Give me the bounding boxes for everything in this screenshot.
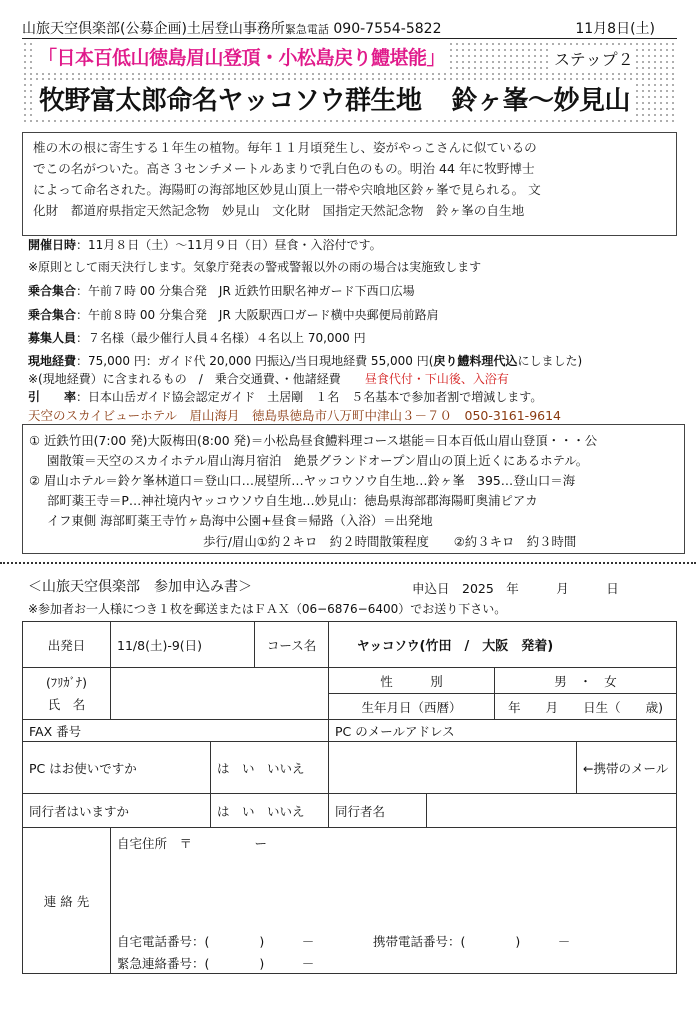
course-value: ヤッコソウ(竹田 / 大阪 発着) bbox=[329, 622, 677, 668]
pc-yes-no[interactable]: は い いいえ bbox=[211, 742, 329, 794]
lead-line: 引 率：日本山岳ガイド協会認定ガイド 土居剛 １名 ５名基本で参加者割で増減します。 bbox=[28, 390, 543, 404]
route-day2-a: ② 眉山ホテル＝鈴ケ峯林道口＝登山口…展望所…ヤッコウソウ自生地…鈴ヶ峯 395…登山口＝海 bbox=[29, 473, 576, 488]
fax-label: FAX 番号 bbox=[23, 720, 329, 742]
name-label-cell: (ﾌﾘｶﾞﾅ) 氏 名 bbox=[23, 668, 111, 720]
apply-date: 申込日 2025 年 月 日 bbox=[412, 581, 619, 596]
gender-label: 性 別 bbox=[329, 668, 495, 694]
main-title-left: 牧野富太郎命名ヤッコソウ群生地 bbox=[39, 86, 422, 116]
depart-label: 出発日 bbox=[23, 622, 111, 668]
name-input-cell[interactable] bbox=[111, 668, 329, 720]
contact-cell[interactable] bbox=[111, 828, 677, 974]
cut-line bbox=[0, 562, 696, 564]
route-walk: 歩行/眉山①約２キロ 約２時間散策程度 ②約３キロ 約３時間 bbox=[203, 534, 577, 549]
form-heading: ＜山旅天空倶楽部 参加申込み書＞ bbox=[28, 579, 252, 595]
description-box bbox=[22, 132, 677, 236]
gender-value[interactable]: 男 ・ 女 bbox=[495, 668, 677, 694]
companion-yes-no[interactable]: は い いいえ bbox=[211, 794, 329, 828]
pc-question: PC はお使いですか bbox=[23, 742, 211, 794]
main-title bbox=[36, 80, 633, 117]
title-banner-1 bbox=[22, 41, 677, 75]
route-box bbox=[22, 424, 685, 554]
main-title-right: 鈴ヶ峯～妙見山 bbox=[451, 86, 631, 116]
route-day1-b: 園散策＝天空のスカイホテル眉山海月宿泊 絶景グランドオープン眉山の頂上近くにあるホテル。 bbox=[47, 453, 589, 468]
description-line: 化財 都道府県指定天然記念物 妙見山 文化財 国指定天然記念物 鈴ヶ峯の自生地 bbox=[33, 203, 525, 218]
cost-note: ※(現地経費）に含まれるもの / 乗合交通費、・他諸経費 昼食代付・下山後、入浴有 bbox=[28, 372, 509, 386]
contact-label: 連 絡 先 bbox=[23, 828, 111, 974]
description-line: でこの名がついた。高さ３センチメートルあまりで乳白色のもの。明治 44 年に牧野博士 bbox=[33, 161, 535, 176]
title-banner-2 bbox=[22, 76, 677, 122]
route-day2-c: イフ東側 海部町薬王寺竹ヶ島海中公園+昼食＝帰路（入浴）＝出発地 bbox=[47, 513, 433, 528]
hotel-line: 天空のスカイビューホテル 眉山海月 徳島県徳島市八万町中津山３－７０ 050-3161-9614 bbox=[28, 408, 562, 423]
mobile-mail-label: ←携帯のメール bbox=[577, 742, 677, 794]
description-line: 椎の木の根に寄生する１年生の植物。毎年１１月頃発生し、姿がやっこさんに似ているの bbox=[33, 140, 537, 155]
emergency-contact-field: 緊急連絡番号：( ) － bbox=[117, 956, 315, 971]
header-divider bbox=[22, 38, 677, 39]
companion-name-input[interactable] bbox=[427, 794, 677, 828]
recruit-line: 募集人員：７名様（最少催行人員４名様）４名以上 70,000 円 bbox=[28, 331, 366, 345]
route-day2-b: 部町薬王寺＝P…神社境内ヤッコウソウ自生地…妙見山：徳島県海部郡海陽町奥浦ピアカ bbox=[47, 493, 538, 508]
emergency-label: 緊急電話 bbox=[284, 23, 329, 36]
cost-line: 現地経費：75,000 円：ガイド代 20,000 円振込/当日現地経費 55,000 円(戻り鱧料理代込にしました) bbox=[28, 354, 583, 368]
home-phone-field: 自宅電話番号：( ) － bbox=[117, 934, 315, 949]
birth-label: 生年月日（西暦） bbox=[329, 694, 495, 720]
pcmail-input-cell[interactable] bbox=[329, 742, 577, 794]
meet1-line: 乗合集合：午前７時 00 分集合発 JR 近鉄竹田駅名神ガード下西口広場 bbox=[28, 284, 415, 298]
address-field: 自宅住所 〒 ー bbox=[117, 836, 268, 851]
rain-note: ※原則として雨天決行します。気象庁発表の警戒警報以外の雨の場合は実施致します bbox=[28, 260, 482, 274]
emergency-phone: 090-7554-5822 bbox=[333, 21, 442, 37]
companion-name-label: 同行者名 bbox=[329, 794, 427, 828]
depart-value: 11/8(土)-9(日) bbox=[111, 622, 255, 668]
title-pink: 「日本百低山徳島眉山登頂・小松島戻り鱧堪能」 bbox=[36, 43, 447, 70]
title-step: ステップ２ bbox=[552, 47, 636, 70]
event-date: 11月8日(土) bbox=[575, 21, 655, 37]
form-note: ※参加者お一人様につき１枚を郵送またはＦＡＸ（06−6876−6400）でお送り下さい。 bbox=[28, 602, 507, 616]
page-header bbox=[22, 14, 677, 38]
meet2-line: 乗合集合：午前８時 00 分集合発 JR 大阪駅西口ガード横中央郵便局前路肩 bbox=[28, 308, 439, 322]
dates-line: 開催日時：11月８日（土）～11月９日（日）昼食・入浴付です。 bbox=[28, 238, 382, 252]
companion-question: 同行者はいますか bbox=[23, 794, 211, 828]
application-form bbox=[22, 621, 677, 974]
mobile-phone-field: 携帯電話番号：( ) － bbox=[373, 934, 571, 949]
pcmail-label: PC のメールアドレス bbox=[329, 720, 677, 742]
birth-value[interactable]: 年 月 日生（ 歳) bbox=[495, 694, 677, 720]
description-line: によって命名された。海陽町の海部地区妙見山頂上一帯や宍喰地区鈴ヶ峯で見られる。 文 bbox=[33, 182, 541, 197]
org-name: 山旅天空倶楽部(公募企画)土居登山事務所 bbox=[22, 21, 285, 37]
course-label: コース名 bbox=[255, 622, 329, 668]
route-day1-a: ① 近鉄竹田(7:00 発)大阪梅田(8:00 発)＝小松島昼食鱧料理コース堪能＝日本百低山眉山登頂・・・公 bbox=[29, 433, 598, 448]
